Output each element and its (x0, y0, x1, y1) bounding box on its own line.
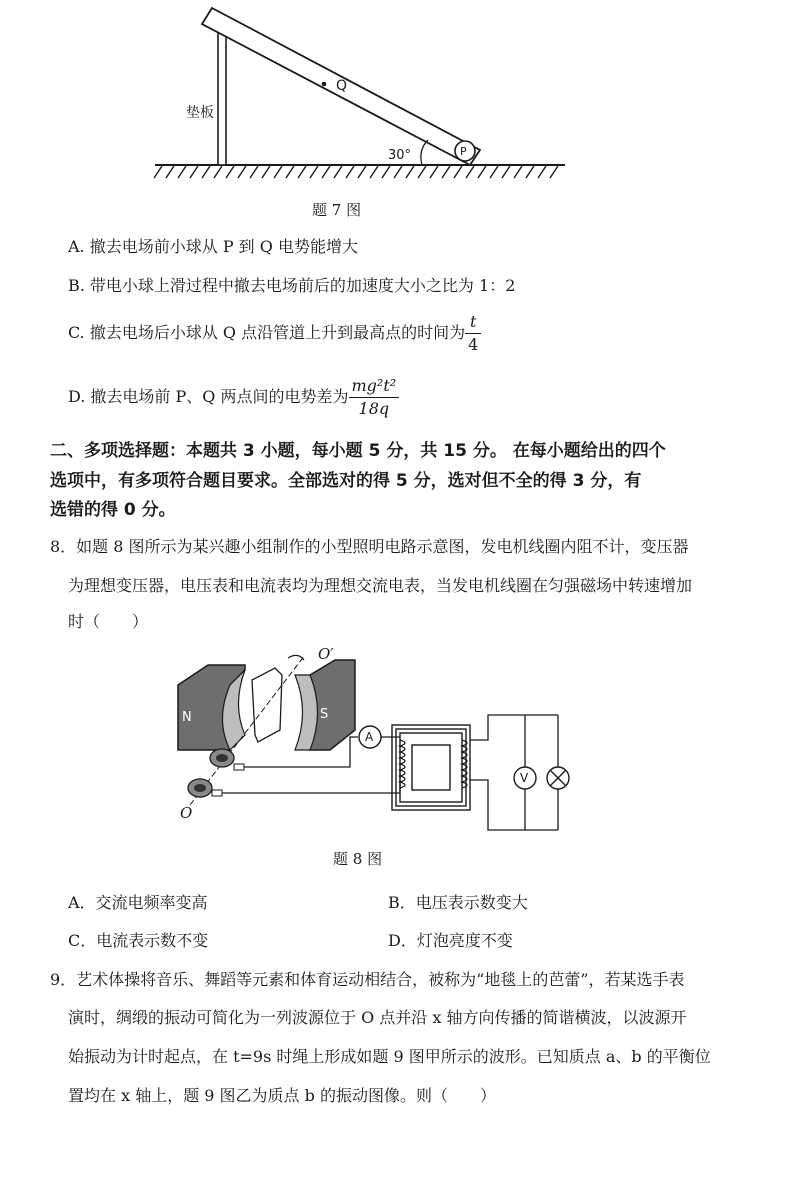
q7-option-d (68, 372, 399, 422)
q8-line3: 时（ ） (68, 612, 149, 631)
ammeter-label: A (365, 730, 374, 744)
q7-option-d-fraction (349, 375, 400, 420)
figure-7-caption: 题 7 图 (312, 201, 362, 219)
fraction-numerator: t (465, 311, 481, 334)
axis-o-label: O (180, 804, 193, 822)
angle-arc (421, 140, 428, 165)
section2-line3: 选错的得 0 分。 (50, 500, 176, 520)
q7-option-c-text: C. 撤去电场后小球从 Q 点沿管道上升到最高点的时间为 (68, 323, 466, 342)
fraction-numerator: mg²t² (349, 375, 400, 398)
q8-line1: 8．如题 8 图所示为某兴趣小组制作的小型照明电路示意图，发电机线圈内阻不计，变压器 (50, 537, 689, 556)
q8-option-d: D．灯泡亮度不变 (388, 931, 513, 950)
q9-line2: 演时，绸缎的振动可简化为一列波源位于 O 点并沿 x 轴方向传播的简谐横波，以波源开 (68, 1008, 687, 1027)
pad-label: 垫板 (186, 105, 214, 121)
q8-option-c: C．电流表示数不变 (68, 931, 209, 950)
transformer-core-inner (400, 733, 462, 802)
axis-o-prime-label: O′ (318, 645, 334, 663)
angle-label: 30° (388, 148, 412, 163)
q9-line1: 9．艺术体操将音乐、舞蹈等元素和体育运动相结合，被称为“地毯上的芭蕾”，若某选手表 (50, 970, 685, 989)
transformer-core-outer (392, 725, 470, 810)
figure-8-diagram (170, 640, 590, 840)
wire-secondary-bottom (470, 780, 558, 830)
magnet-s-face (295, 675, 318, 750)
q8-option-a: A．交流电频率变高 (68, 893, 208, 912)
slip-ring-upper-inner (216, 754, 228, 762)
voltmeter-label: V (520, 771, 529, 785)
q7-option-c (68, 308, 481, 358)
wire-lower (222, 770, 400, 793)
figure-7-diagram (140, 0, 580, 190)
slip-ring-lower-inner (194, 784, 206, 792)
section2-line1: 二、多项选择题：本题共 3 小题，每小题 5 分，共 15 分。 在每小题给出的四个 (50, 441, 666, 461)
q7-option-d-text: D. 撤去电场前 P、Q 两点间的电势差为 (68, 387, 349, 406)
q7-option-b: B. 带电小球上滑过程中撤去电场前后的加速度大小之比为 1：2 (68, 276, 516, 295)
q8-option-b: B．电压表示数变大 (388, 893, 528, 912)
wire-secondary-top (470, 715, 558, 740)
primary-coil (400, 740, 405, 788)
ground-hatching (154, 166, 558, 178)
q9-line3: 始振动为计时起点，在 t=9s 时绳上形成如题 9 图甲所示的波形。已知质点 a、b 的平衡位 (68, 1047, 711, 1066)
magnet-s-label: S (320, 707, 329, 722)
transformer-core-mid (396, 729, 466, 806)
fraction-denominator: 18q (358, 398, 390, 418)
brush-lower (212, 790, 222, 796)
q-label: Q (336, 78, 348, 94)
figure-8-caption: 题 8 图 (333, 850, 383, 868)
fraction-denominator: 4 (468, 334, 479, 354)
support-pad (218, 30, 226, 165)
q9-line4: 置均在 x 轴上，题 9 图乙为质点 b 的振动图像。则（ ） (68, 1086, 496, 1105)
q8-line2: 为理想变压器，电压表和电流表均为理想交流电表，当发电机线圈在匀强磁场中转速增加 (68, 576, 693, 595)
section2-line2: 选项中，有多项符合题目要求。全部选对的得 5 分，选对但不全的得 3 分，有 (50, 471, 642, 491)
q7-option-a: A. 撤去电场前小球从 P 到 Q 电势能增大 (68, 237, 358, 256)
p-label: P (460, 145, 467, 158)
brush-upper (234, 764, 244, 770)
magnet-n-label: N (182, 710, 192, 725)
transformer-window (412, 745, 450, 790)
point-q (322, 82, 327, 87)
q7-option-c-fraction (465, 311, 481, 356)
